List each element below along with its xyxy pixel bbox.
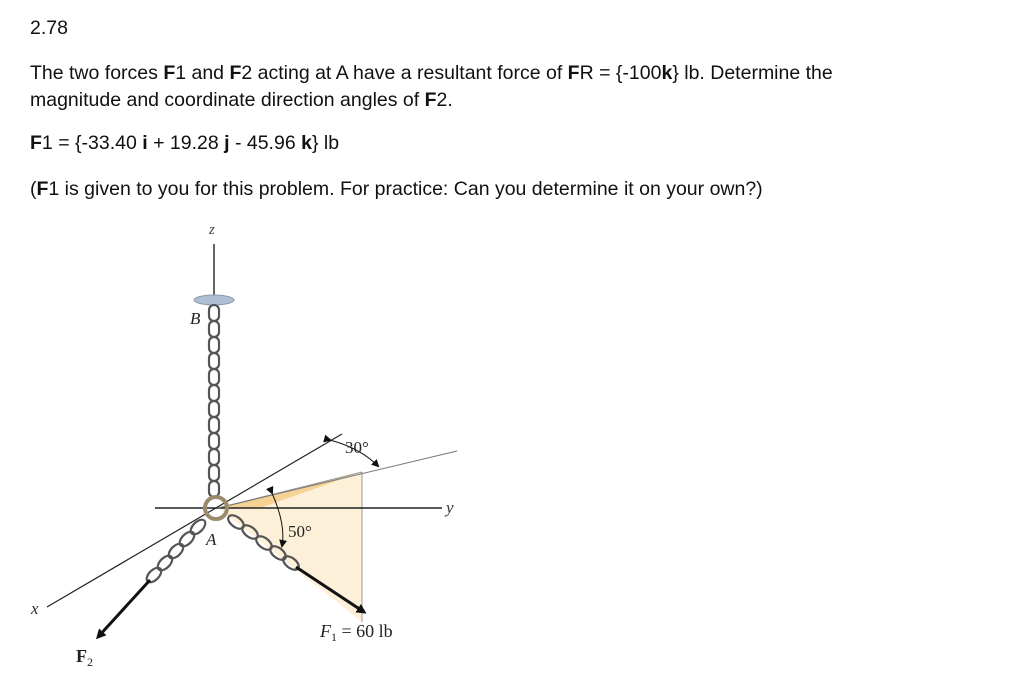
statement-text: } lb. Determine the	[672, 62, 833, 84]
statement-text: 2 acting at A have a resultant force of	[241, 62, 568, 84]
f1-magnitude-label	[319, 621, 393, 644]
statement-text: 1 and	[175, 62, 230, 84]
f1-symbol: F	[320, 621, 331, 641]
practice-note	[30, 176, 763, 203]
f1-text: + 19.28	[147, 132, 225, 154]
problem-statement	[30, 60, 833, 114]
bold-f: F	[424, 89, 437, 111]
bold-k: k	[661, 62, 673, 84]
x-axis-label: x	[31, 599, 39, 618]
f2-force-arrow	[98, 580, 150, 637]
chain-ab	[209, 305, 219, 497]
f1-text: 1	[41, 132, 53, 154]
unit-i: i	[142, 132, 148, 154]
f2-subscript: 2	[87, 655, 93, 669]
statement-text: magnitude and coordinate direction angles of	[30, 89, 425, 111]
f1-text: - 45.96	[229, 132, 302, 154]
f1-subscript: 1	[331, 630, 337, 644]
ceiling-plate	[194, 295, 234, 305]
bold-f: F	[36, 178, 49, 200]
angle-50-label: 50°	[288, 522, 312, 541]
note-text: (	[30, 178, 37, 200]
bold-f: F	[229, 62, 242, 84]
statement-text: The two forces	[30, 62, 164, 84]
force-diagram	[0, 210, 1024, 680]
statement-text: R = {-100	[579, 62, 662, 84]
bold-f: F	[30, 132, 42, 154]
f1-value: = 60 lb	[337, 621, 393, 641]
unit-j: j	[224, 132, 230, 154]
point-a-label: A	[206, 530, 217, 549]
f2-label	[76, 646, 93, 669]
statement-text: 2.	[436, 89, 453, 111]
f1-text: = {-33.40	[52, 132, 143, 154]
z-axis-label: z	[209, 222, 215, 238]
point-b-label: B	[190, 309, 201, 328]
y-axis-label: y	[446, 498, 454, 517]
f1-text: } lb	[311, 132, 340, 154]
bold-f: F	[567, 62, 580, 84]
f1-vector	[30, 130, 339, 157]
angle-30-label: 30°	[345, 438, 369, 457]
chain-f2	[144, 517, 208, 585]
problem-number: 2.78	[30, 17, 68, 39]
note-text: 1 is given to you for this problem. For practice: Can you determine it on your own?)	[48, 178, 763, 200]
unit-k: k	[301, 132, 312, 154]
bold-f: F	[163, 62, 176, 84]
f2-symbol: F	[76, 646, 87, 666]
